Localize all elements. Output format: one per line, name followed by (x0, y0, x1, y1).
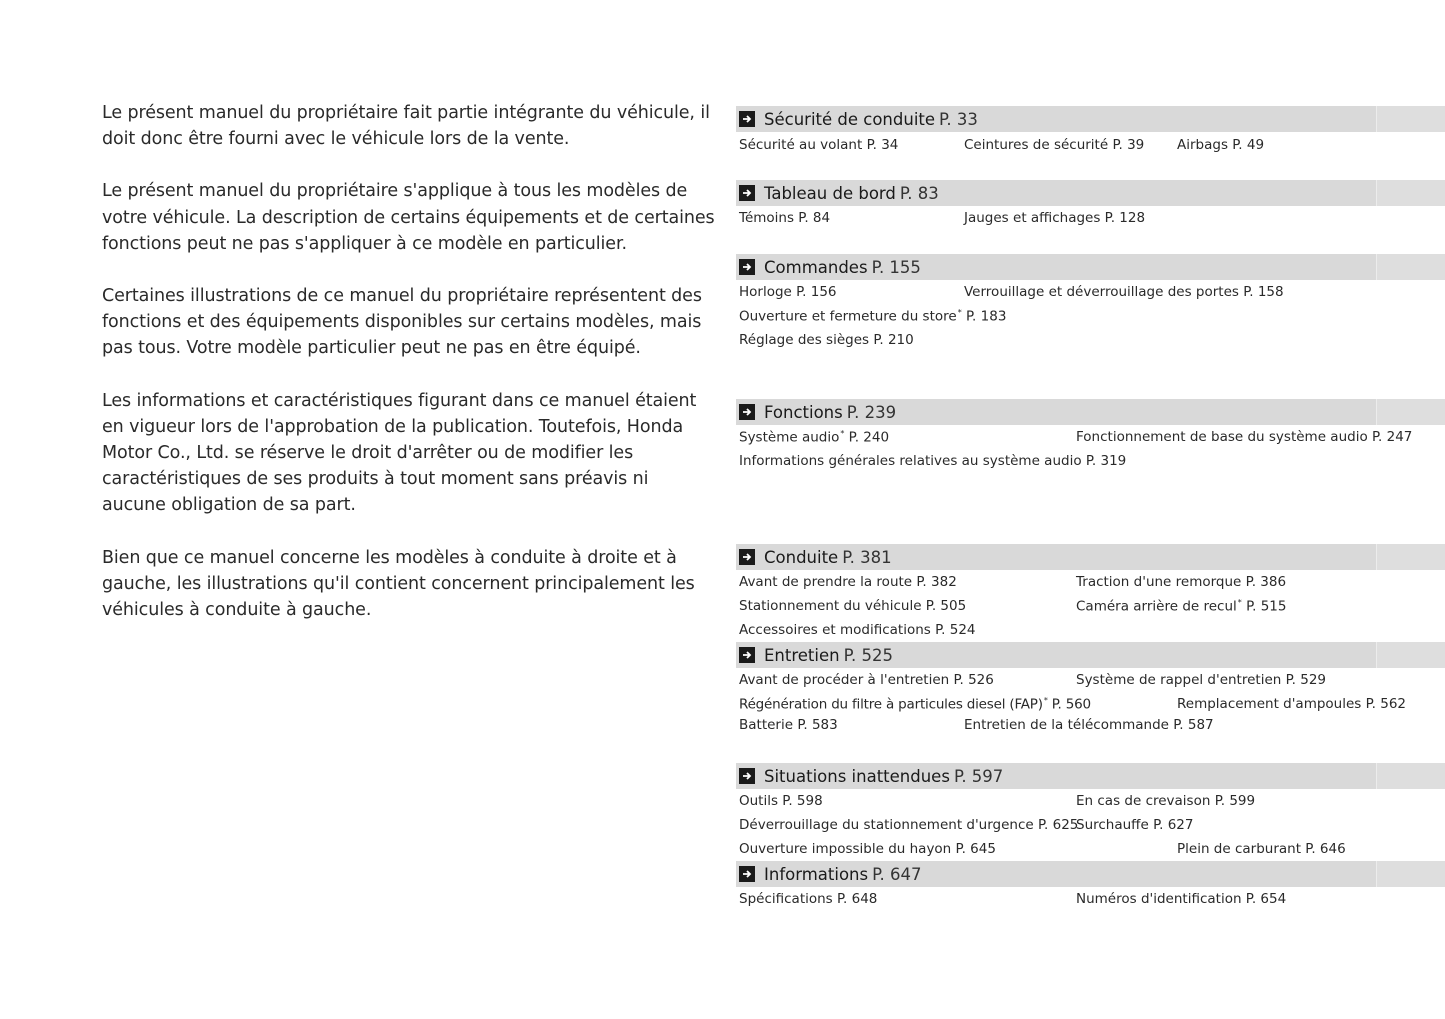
toc-item[interactable]: Fonctionnement de base du système audio P. 247 (1076, 429, 1413, 445)
toc-item[interactable]: Airbags P. 49 (1177, 137, 1265, 153)
section-commandes-header[interactable] (736, 254, 1445, 280)
section-title: Tableau de bord (764, 183, 896, 203)
section-page-ref[interactable]: P. 239 (846, 402, 897, 422)
section-page-ref[interactable]: P. 597 (953, 766, 1004, 786)
bar-tab (1376, 544, 1445, 570)
toc-item[interactable]: Témoins P. 84 (739, 210, 831, 226)
toc-item[interactable]: Remplacement d'ampoules P. 562 (1177, 696, 1407, 712)
toc-item[interactable]: Déverrouillage du stationnement d'urgence P. 625 (739, 817, 1079, 833)
toc-item[interactable]: Caméra arrière de recul* P. 515 (1076, 598, 1287, 615)
section-page-ref[interactable]: P. 525 (843, 645, 893, 665)
bar-tab (1376, 861, 1445, 887)
intro-paragraph: Le présent manuel du propriétaire fait partie intégrante du véhicule, il doit donc être fourni avec le véhicule lors de la vente. (102, 103, 710, 150)
section-conduite-header[interactable] (736, 544, 1445, 570)
arrow-right-icon (739, 185, 755, 201)
toc-item[interactable]: En cas de crevaison P. 599 (1076, 793, 1256, 809)
toc-item[interactable]: Avant de prendre la route P. 382 (739, 574, 957, 590)
toc-item[interactable]: Système audio* P. 240 (739, 429, 890, 446)
bar-tab (1376, 254, 1445, 280)
toc-item[interactable]: Numéros d'identification P. 654 (1076, 891, 1287, 907)
intro-paragraph: Certaines illustrations de ce manuel du propriétaire représentent des fonctions et des équipements disponibles sur certains modèles, mais pas tous. Votre modèle particulier peut ne pas en être équipé. (102, 286, 702, 359)
toc-item[interactable]: Jauges et affichages P. 128 (964, 210, 1146, 226)
toc-item[interactable]: Régénération du filtre à particules diesel (FAP)* P. 560 (739, 696, 1091, 713)
section-page-ref[interactable]: P. 155 (871, 257, 921, 277)
toc-item[interactable]: Réglage des sièges P. 210 (739, 332, 914, 348)
arrow-right-icon (739, 768, 755, 784)
toc-item[interactable]: Horloge P. 156 (739, 284, 837, 300)
arrow-right-icon (739, 259, 755, 275)
section-title: Informations (764, 864, 869, 884)
section-securite-header[interactable] (736, 106, 1445, 132)
section-entretien-header[interactable] (736, 642, 1445, 668)
section-title: Entretien (764, 645, 840, 665)
toc-item[interactable]: Verrouillage et déverrouillage des portes P. 158 (964, 284, 1284, 300)
section-page-ref[interactable]: P. 381 (842, 547, 892, 567)
section-page-ref[interactable]: P. 647 (872, 864, 922, 884)
section-title: Situations inattendues (764, 766, 950, 786)
section-tableau-header[interactable] (736, 180, 1445, 206)
bar-tab (1376, 399, 1445, 425)
bar-tab (1376, 180, 1445, 206)
section-fonctions-header[interactable] (736, 399, 1445, 425)
intro-paragraph: Le présent manuel du propriétaire s'applique à tous les modèles de votre véhicule. La description de certains équipements et de certaines fonctions peut ne pas s'appliquer à ce modèle en particulier. (102, 181, 715, 254)
arrow-right-icon (739, 404, 755, 420)
section-page-ref[interactable]: P. 33 (939, 109, 978, 129)
arrow-right-icon (739, 549, 755, 565)
toc-item[interactable]: Système de rappel d'entretien P. 529 (1076, 672, 1326, 688)
toc-item[interactable]: Ceintures de sécurité P. 39 (964, 137, 1145, 153)
toc-item[interactable]: Ouverture impossible du hayon P. 645 (739, 841, 996, 857)
section-title: Fonctions (764, 402, 843, 422)
intro-text (102, 100, 717, 649)
arrow-right-icon (739, 647, 755, 663)
toc-item[interactable]: Informations générales relatives au système audio P. 319 (739, 453, 1127, 469)
section-title: Commandes (764, 257, 868, 277)
intro-paragraph: Les informations et caractéristiques figurant dans ce manuel étaient en vigueur lors de l'approbation de la publication. Toutefois, Honda Motor Co., Ltd. se réserve le droit d'arrêter ou de modifier les caractéristiques de ses produits à tout moment sans préavis ni aucune obligation de sa part. (102, 390, 697, 516)
section-informations-header[interactable] (736, 861, 1445, 887)
bar-tab (1376, 763, 1445, 789)
section-title: Conduite (764, 547, 839, 567)
toc-item[interactable]: Plein de carburant P. 646 (1177, 841, 1346, 857)
toc-item[interactable]: Batterie P. 583 (739, 717, 838, 733)
section-page-ref[interactable]: P. 83 (899, 183, 939, 203)
toc-item[interactable]: Avant de procéder à l'entretien P. 526 (739, 672, 994, 688)
toc-item[interactable]: Sécurité au volant P. 34 (739, 137, 899, 153)
toc-item[interactable]: Surchauffe P. 627 (1076, 817, 1194, 833)
intro-paragraph: Bien que ce manuel concerne les modèles à conduite à droite et à gauche, les illustrations qu'il contient concernent principalement les véhicules à conduite à gauche. (102, 547, 695, 621)
toc-item[interactable]: Accessoires et modifications P. 524 (739, 622, 976, 638)
toc-item[interactable]: Spécifications P. 648 (739, 891, 878, 907)
section-title: Sécurité de conduite (764, 109, 936, 129)
model-star-mark: * (957, 308, 962, 317)
arrow-right-icon (739, 111, 755, 127)
model-star-mark: * (840, 429, 845, 438)
bar-tab (1376, 642, 1445, 668)
toc-item[interactable]: Outils P. 598 (739, 793, 823, 809)
model-star-mark: * (1237, 598, 1242, 607)
toc-item[interactable]: Stationnement du véhicule P. 505 (739, 598, 967, 614)
model-star-mark: * (1043, 696, 1048, 705)
toc-item[interactable]: Ouverture et fermeture du store* P. 183 (739, 308, 1007, 325)
toc-item[interactable]: Entretien de la télécommande P. 587 (964, 717, 1214, 733)
bar-tab (1376, 106, 1445, 132)
toc-item[interactable]: Traction d'une remorque P. 386 (1076, 574, 1287, 590)
section-situations-header[interactable] (736, 763, 1445, 789)
arrow-right-icon (739, 866, 755, 882)
